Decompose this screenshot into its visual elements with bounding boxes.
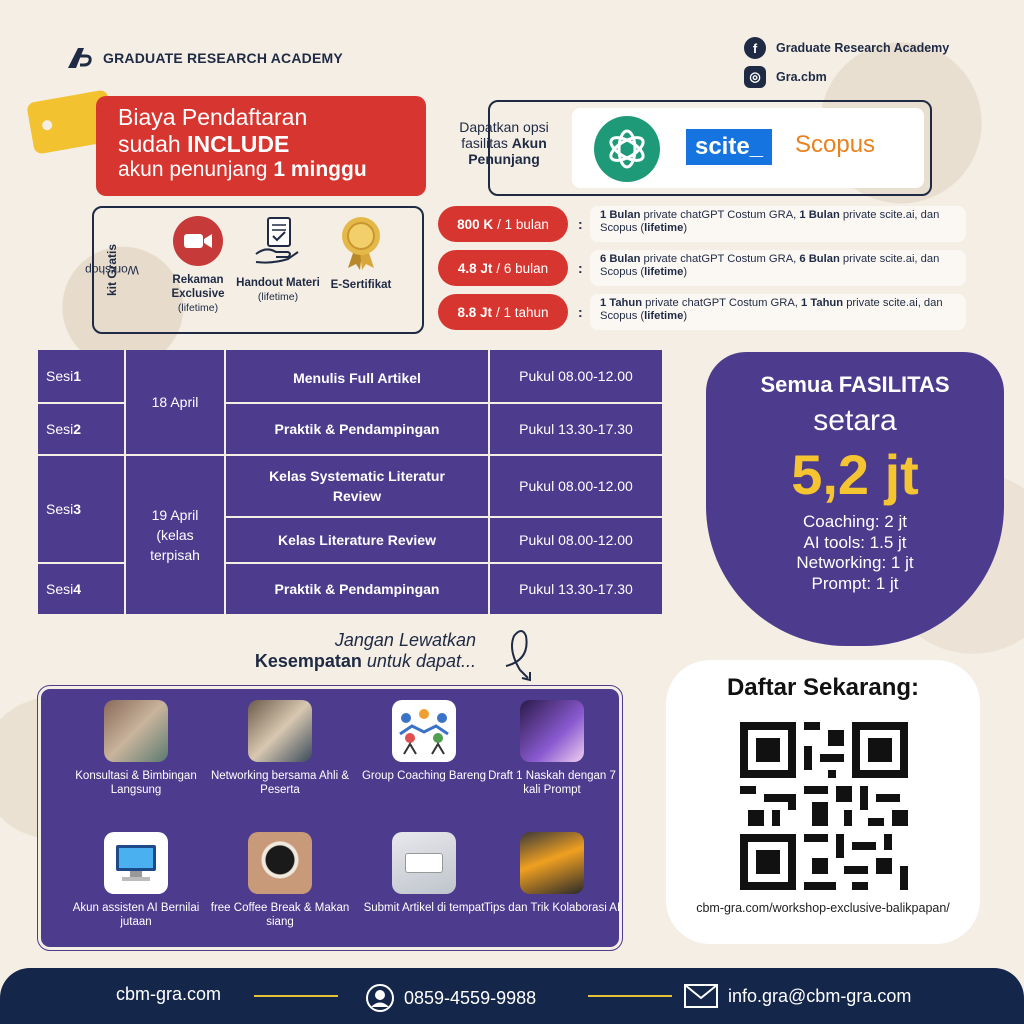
session-num: 3 [73,500,82,517]
time-row-3: Pukul 08.00-12.00 [519,477,633,494]
price-desc-6-months [590,250,966,286]
scopus-logo: Scopus [795,131,876,158]
date-18-april: 18 April [151,393,199,410]
instagram-link[interactable] [744,66,827,88]
mail-icon [684,984,718,1008]
group-people-icon [392,700,456,762]
register-url[interactable]: cbm-gra.com/workshop-exclusive-balikpapan/ [696,901,950,915]
user-circle-icon [366,984,394,1012]
benefit-item [66,832,206,930]
benefit-item [66,700,206,798]
facebook-icon: f [744,37,766,59]
banner-line-3a: akun penunjang [118,157,274,181]
academy-logo-icon [66,46,92,70]
desc-text: private chatGPT Costum GRA, [642,297,802,309]
tips-tricks-key-photo [520,832,584,894]
facilities-sub: setara [813,404,897,437]
kit-item-sub: (lifetime) [177,301,219,314]
breakdown-item: Prompt: 1 jt [811,574,899,594]
registration-banner [96,96,426,196]
time-row-4: Pukul 08.00-12.00 [519,531,633,548]
footer-bar [0,968,1024,1024]
time-row-1: Pukul 08.00-12.00 [519,367,633,384]
price-period: / 6 bulan [496,260,549,276]
desc-text: private scite.ai, dan Scopus ( [600,209,940,235]
facilities-breakdown [706,512,1004,595]
session-label: Sesi [46,500,74,517]
computer-ai-icon [104,832,168,894]
price-pill-1-month[interactable] [438,206,568,242]
session-3-label [38,456,124,562]
topic-row-3: Kelas Systematic Literatur Review [269,467,445,504]
chatgpt-logo-icon [594,116,660,182]
instagram-label: Gra.cbm [776,70,827,84]
price-pill-6-months[interactable] [438,250,568,286]
banner-line-2a: sudah [118,130,188,157]
price-amount: 8.8 Jt [457,304,492,320]
certificate-medal-icon [338,214,384,270]
time-row-2: Pukul 13.30-17.30 [519,420,633,437]
kit-item-sub: (lifetime) [257,290,299,303]
session-num: 1 [73,367,82,384]
price-amount: 4.8 Jt [457,260,493,276]
handout-icon [252,214,304,266]
kit-label-b: kit Gratis [105,243,119,297]
breakdown-item: AI tools: 1.5 jt [803,532,907,552]
benefit-label: free Coffee Break & Makan siang [210,902,350,928]
session-1-label [38,350,124,402]
benefit-label: Draft 1 Naskah dengan 7 kali Prompt [488,770,616,796]
cta-line-2a: Kesempatan [254,650,362,671]
footer-phone: 0859-4559-9988 [404,987,537,1008]
coffee-cup-photo [248,832,312,894]
date-19-april [126,456,224,614]
topic-row-4: Kelas Literature Review [278,531,436,548]
price-pill-1-year[interactable] [438,294,568,330]
footer-phone-link[interactable] [366,984,536,1012]
session-num: 2 [73,420,82,437]
benefit-label: Tips dan Trik Kolaborasi AI [483,902,621,914]
banner-line-2b: INCLUDE [187,130,290,157]
session-label: Sesi [46,420,74,437]
time-row-5: Pukul 13.30-17.30 [519,580,633,597]
footer-email-link[interactable] [684,984,911,1008]
workshop-kit-label [85,206,139,334]
topic-row-1: Menulis Full Artikel [293,370,421,386]
benefit-label: Submit Artikel di tempat [363,902,485,914]
laptop-prompt-photo [520,700,584,762]
benefit-label: Konsultasi & Bimbingan Langsung [75,770,197,796]
desc-text: ) [683,266,688,279]
qr-code-icon[interactable] [740,722,908,890]
benefit-item [482,832,622,916]
price-separator: : [578,260,583,276]
benefit-item [482,700,622,798]
price-desc-1-year [590,294,966,330]
desc-bold: lifetime [644,310,684,323]
breakdown-item: Coaching: 2 jt [803,512,907,531]
footer-website-link[interactable] [116,984,221,1005]
session-label: Sesi [46,367,74,384]
kit-item-recording [150,216,246,314]
date-19-a: 19 April [151,506,199,523]
instagram-icon: ◎ [744,66,766,88]
benefit-item [210,700,350,798]
ai-label-a: Dapatkan opsi fasilitas [459,119,549,151]
breakdown-item: Networking: 1 jt [796,553,914,573]
benefit-label: Networking bersama Ahli & Peserta [210,770,350,796]
kit-item-title: E-Sertifikat [330,278,392,291]
facilities-title: Semua FASILITAS [760,372,950,397]
benefit-item [354,832,494,916]
networking-photo [248,700,312,762]
desc-text: private scite.ai, dan Scopus ( [600,253,940,279]
consultation-photo [104,700,168,762]
footer-divider [588,995,672,997]
session-label: Sesi [46,580,74,597]
schedule-table [38,350,662,614]
session-num: 4 [73,580,82,597]
desc-bold: 6 Bulan [799,253,840,265]
banner-line-1: Biaya Pendaftaran [118,104,308,130]
facebook-label: Graduate Research Academy [776,41,950,55]
kit-label-a: Workshop [85,263,139,277]
desc-bold: 1 Tahun [801,297,844,309]
topic-row-5: Praktik & Pendampingan [274,580,440,597]
facilities-value-card [706,352,1004,646]
session-4-label [38,564,124,614]
benefit-label: Akun assisten AI Bernilai jutaan [72,902,200,928]
kit-item-title: Handout Materi [236,276,320,289]
ai-label-b: Akun Penunjang [468,134,547,167]
desc-text: ) [683,310,688,323]
video-camera-icon [173,216,223,266]
price-desc-1-month [590,206,966,242]
banner-line-3b: 1 minggu [273,157,367,181]
price-amount: 800 K [457,216,494,232]
desc-text: private chatGPT Costum GRA, [640,253,800,265]
date-19-b: (kelas terpisah [150,526,200,564]
price-separator: : [578,216,583,232]
kit-item-handout [236,214,320,303]
desc-bold: lifetime [644,266,684,279]
price-period: / 1 tahun [495,304,549,320]
facebook-link[interactable] [744,37,949,59]
price-separator: : [578,304,583,320]
desc-bold: lifetime [644,222,684,235]
desc-bold: 6 Bulan [600,253,641,265]
publish-key-photo [392,832,456,894]
desc-text: private chatGPT Costum GRA, [640,209,800,221]
footer-website: cbm-gra.com [116,984,222,1004]
benefit-label: Group Coaching Bareng [361,770,487,782]
scite-logo: scite_ [686,129,772,165]
benefit-item [354,700,494,784]
kit-item-title: Rekaman Exclusive [171,274,225,300]
ai-tools-label [446,120,562,167]
session-2-label [38,404,124,454]
desc-text: private scite.ai, dan Scopus ( [600,297,943,323]
desc-bold: 1 Bulan [799,209,840,221]
cta-line-2b: untuk dapat... [361,650,476,671]
price-period: / 1 bulan [497,216,549,232]
facilities-price: 5,2 jt [791,443,919,506]
loop-arrow-icon [500,626,540,682]
footer-divider [254,995,338,997]
cta-line-1: Jangan Lewatkan [334,630,476,650]
kit-item-certificate [318,214,404,293]
register-title: Daftar Sekarang: [726,674,920,701]
topic-row-2: Praktik & Pendampingan [274,420,440,437]
benefit-item [210,832,350,930]
desc-bold: 1 Bulan [600,209,641,221]
opportunity-headline [214,630,476,671]
footer-email: info.gra@cbm-gra.com [728,985,912,1006]
desc-text: ) [683,222,688,235]
brand-name: GRADUATE RESEARCH ACADEMY [103,50,343,66]
desc-bold: 1 Tahun [600,297,643,309]
